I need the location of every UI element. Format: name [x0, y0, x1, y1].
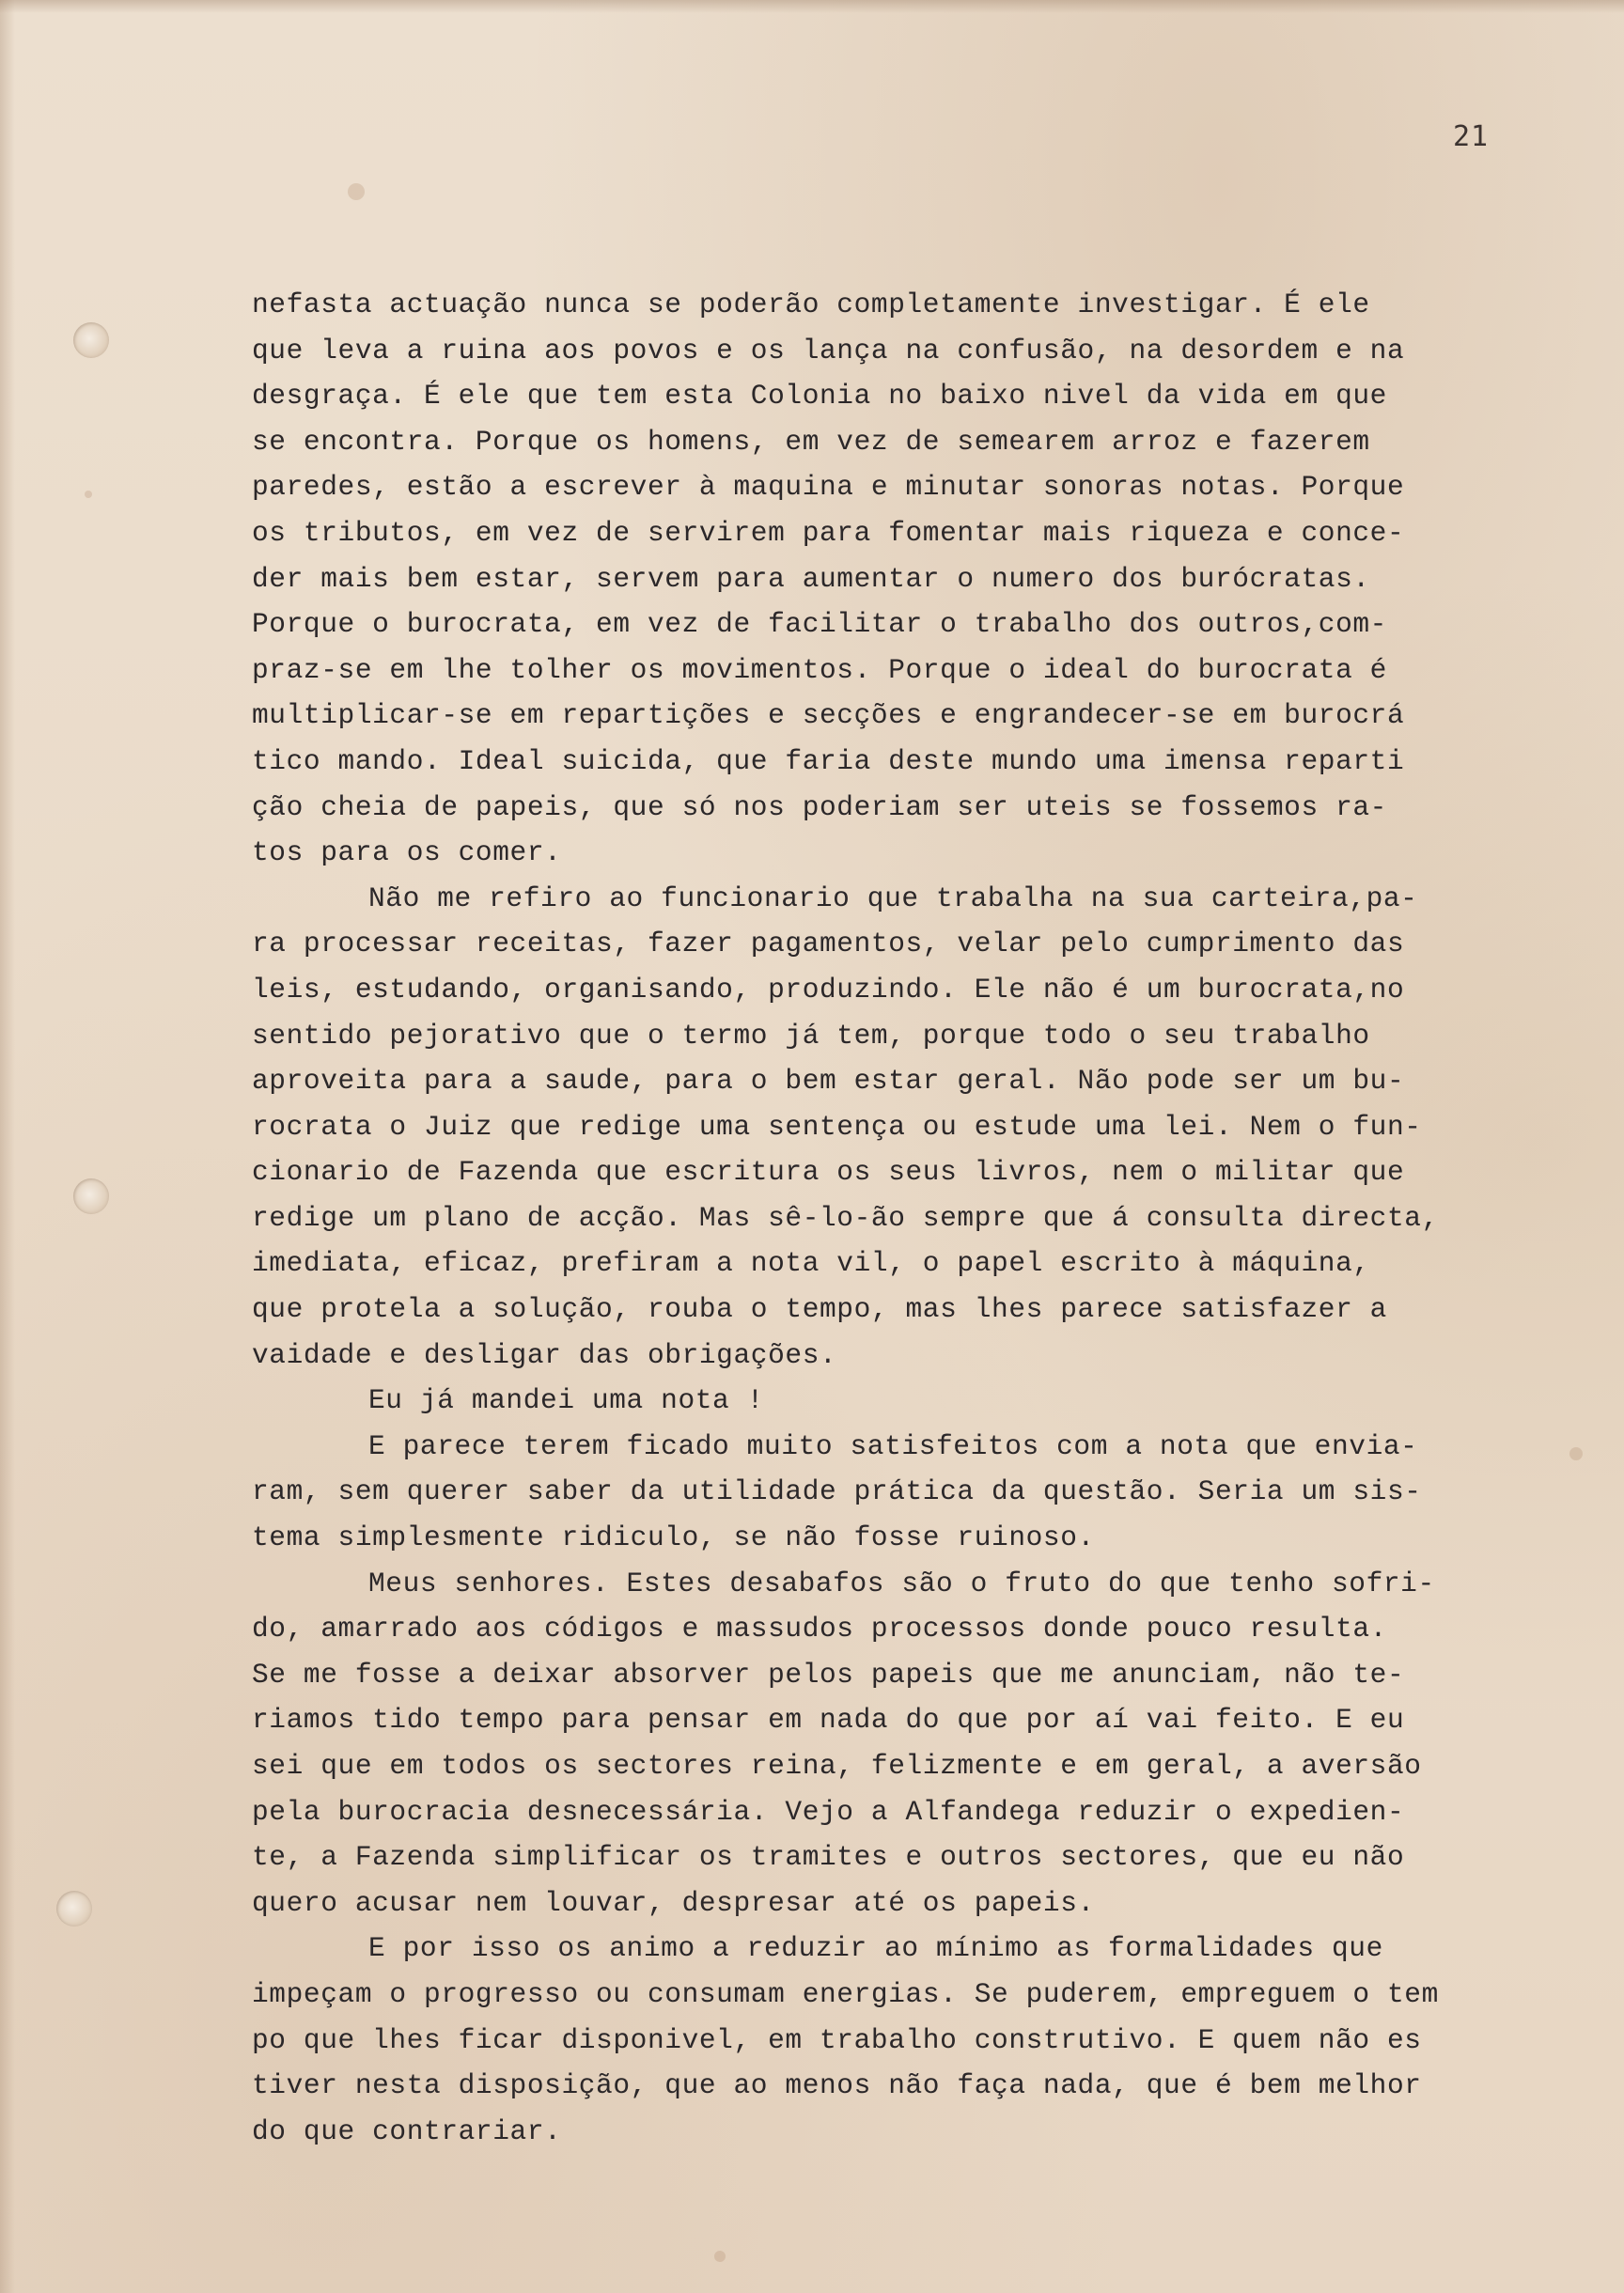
- paper-stain: [714, 2251, 726, 2262]
- text-line: imediata, eficaz, prefiram a nota vil, o papel escrito à máquina,: [252, 1247, 1370, 1280]
- binder-hole-icon: [73, 322, 109, 358]
- paper-top-edge-shadow: [0, 0, 1624, 13]
- paragraph-first-line: Não me refiro ao funcionario que trabalha na sua carteira,pa-: [368, 881, 1418, 914]
- text-line: que protela a solução, rouba o tempo, mas lhes parece satisfazer a: [252, 1293, 1387, 1326]
- text-line: paredes, estão a escrever à maquina e minutar sonoras notas. Porque: [252, 471, 1405, 504]
- text-line: impeçam o progresso ou consumam energias. Se puderem, empreguem o tem: [252, 1977, 1439, 2010]
- paragraph-first-line: Meus senhores. Estes desabafos são o fruto do que tenho sofri-: [368, 1567, 1435, 1599]
- text-line: rocrata o Juiz que redige uma sentença ou estude uma lei. Nem o fun-: [252, 1110, 1422, 1143]
- text-line: tico mando. Ideal suicida, que faria deste mundo uma imensa reparti: [252, 744, 1405, 777]
- text-line: sentido pejorativo que o termo já tem, porque todo o seu trabalho: [252, 1019, 1370, 1052]
- text-line: Porque o burocrata, em vez de facilitar o trabalho dos outros,com-: [252, 608, 1387, 641]
- binder-hole-icon: [56, 1891, 92, 1926]
- text-line: quero acusar nem louvar, despresar até os papeis.: [252, 1886, 1095, 1919]
- text-line: leis, estudando, organisando, produzindo. Ele não é um burocrata,no: [252, 973, 1405, 1006]
- paper-stain: [1569, 1447, 1583, 1460]
- text-line: os tributos, em vez de servirem para fomentar mais riqueza e conce-: [252, 516, 1405, 549]
- text-line: se encontra. Porque os homens, em vez de semearem arroz e fazerem: [252, 425, 1370, 458]
- text-line: do, amarrado aos códigos e massudos processos donde pouco resulta.: [252, 1613, 1387, 1646]
- page-number: 21: [1453, 120, 1490, 153]
- text-line: cionario de Fazenda que escritura os seus livros, nem o militar que: [252, 1156, 1405, 1189]
- paragraph-first-line: E por isso os animo a reduzir ao mínimo as formalidades que: [368, 1932, 1383, 1965]
- text-line: ra processar receitas, fazer pagamentos, velar pelo cumprimento das: [252, 928, 1405, 960]
- paper-stain: [348, 183, 365, 200]
- text-line: po que lhes ficar disponivel, em trabalho construtivo. E quem não es: [252, 2023, 1422, 2056]
- text-line: der mais bem estar, servem para aumentar o numero dos burócratas.: [252, 562, 1370, 595]
- body-text: [252, 282, 1521, 2154]
- paragraph-first-line: Eu já mandei uma nota !: [368, 1384, 764, 1417]
- text-line: desgraça. É ele que tem esta Colonia no baixo nivel da vida em que: [252, 380, 1387, 413]
- text-line: do que contrariar.: [252, 2114, 562, 2147]
- text-line: vaidade e desligar das obrigações.: [252, 1338, 837, 1371]
- paragraph-first-line: E parece terem ficado muito satisfeitos com a nota que envia-: [368, 1429, 1418, 1462]
- text-line: sei que em todos os sectores reina, felizmente e em geral, a aversão: [252, 1750, 1422, 1782]
- paper-left-edge-shadow: [0, 0, 15, 2293]
- text-line: tiver nesta disposição, que ao menos não faça nada, que é bem melhor: [252, 2069, 1422, 2102]
- text-line: ção cheia de papeis, que só nos poderiam ser uteis se fossemos ra-: [252, 790, 1387, 823]
- text-line: tos para os comer.: [252, 836, 562, 869]
- text-line: que leva a ruina aos povos e os lança na confusão, na desordem e na: [252, 334, 1405, 367]
- text-line: ram, sem querer saber da utilidade prática da questão. Seria um sis-: [252, 1475, 1422, 1508]
- text-line: redige um plano de acção. Mas sê-lo-ão sempre que á consulta directa,: [252, 1201, 1439, 1234]
- binder-hole-icon: [73, 1178, 109, 1214]
- text-line: tema simplesmente ridiculo, se não fosse ruinoso.: [252, 1521, 1095, 1554]
- text-line: Se me fosse a deixar absorver pelos papeis que me anunciam, não te-: [252, 1658, 1405, 1691]
- text-line: aproveita para a saude, para o bem estar geral. Não pode ser um bu-: [252, 1065, 1405, 1098]
- text-line: te, a Fazenda simplificar os tramites e outros sectores, que eu não: [252, 1841, 1405, 1874]
- text-line: nefasta actuação nunca se poderão completamente investigar. É ele: [252, 289, 1370, 320]
- text-line: riamos tido tempo para pensar em nada do que por aí vai feito. E eu: [252, 1704, 1405, 1737]
- text-line: praz-se em lhe tolher os movimentos. Porque o ideal do burocrata é: [252, 653, 1387, 686]
- text-line: pela burocracia desnecessária. Vejo a Alfandega reduzir o expedien-: [252, 1795, 1405, 1828]
- text-line: multiplicar-se em repartições e secções e engrandecer-se em burocrá: [252, 699, 1405, 732]
- paper-stain: [85, 491, 92, 498]
